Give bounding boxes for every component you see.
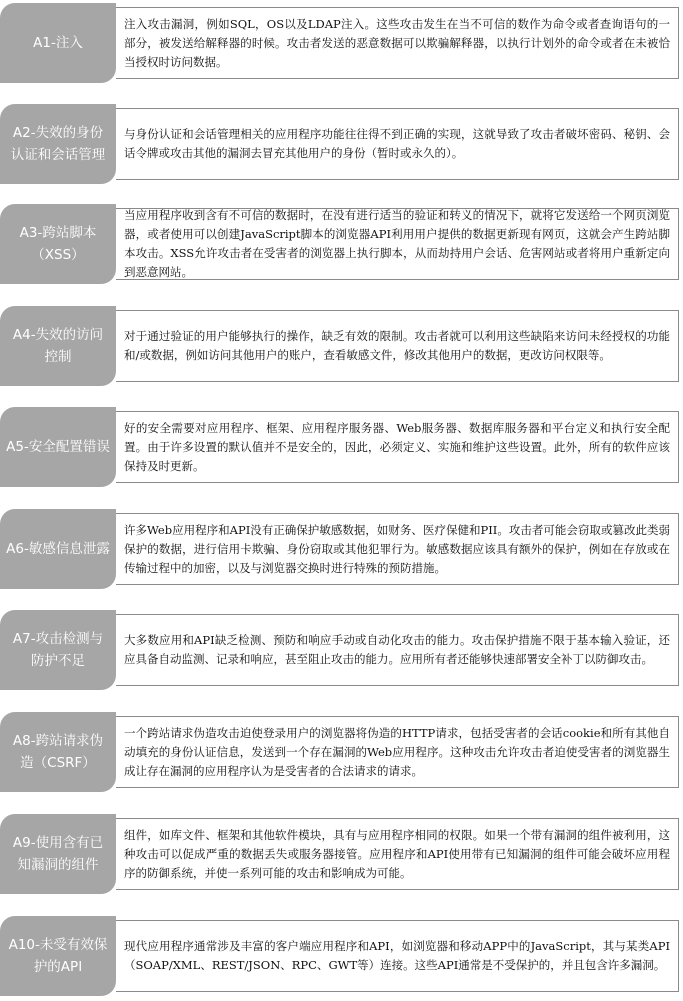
item-description: 一个跨站请求伪造攻击迫使登录用户的浏览器将伪造的HTTP请求，包括受害者的会话cookie和所有其他自动填充的身份认证信息，发送到一个存在漏洞的Web应用程序。这种攻击允许攻击者迫使受害者的浏览器生成让存在漏洞的应用程序认为是受害者的合法请求的请求。 — [124, 725, 670, 778]
item-tag: A2-失效的身份 认证和会话管理 — [0, 104, 116, 184]
item-tag: A10-未受有效保 护的API — [0, 916, 116, 996]
item-description: 注入攻击漏洞，例如SQL，OS以及LDAP注入。这些攻击发生在当不可信的数作为命令或者查询语句的一部分，被发送给解释器的时候。攻击者发送的恶意数据可以欺骗解释器，以执行计划外的命令或者在未被恰当授权时访问数据。 — [124, 16, 670, 69]
item-tag: A1-注入 — [0, 3, 116, 83]
item-description: 许多Web应用程序和API没有正确保护敏感数据，如财务、医疗保健和PII。攻击者可能会窃取或篡改此类弱保护的数据，进行信用卡欺骗、身份窃取或其他犯罪行为。敏感数据应该具有额外的保护，例如在存放或在传输过程中的加密，以及与浏览器交换时进行特殊的预防措施。 — [124, 522, 670, 575]
item-description-box — [116, 818, 679, 890]
item-description-box — [116, 513, 679, 585]
item-tag: A6-敏感信息泄露 — [0, 509, 116, 589]
item-tag: A7-攻击检测与 防护不足 — [0, 610, 116, 690]
item-description: 现代应用程序通常涉及丰富的客户端应用程序和API，如浏览器和移动APP中的JavaScript，其与某类API（SOAP/XML、REST/JSON、RPC、GWT等）连接。这些API通常是不受保护的，并且包含许多漏洞。 — [124, 939, 670, 972]
item-tag: A4-失效的访问 控制 — [0, 306, 116, 386]
item-description: 与身份认证和会话管理相关的应用程序功能往往得不到正确的实现，这就导致了攻击者破坏密码、秘钥、会话令牌或攻击其他的漏洞去冒充其他用户的身份（暂时或永久的）。 — [124, 127, 670, 160]
item-description: 对于通过验证的用户能够执行的操作，缺乏有效的限制。攻击者就可以利用这些缺陷来访问未经授权的功能和/或数据，例如访问其他用户的账户，查看敏感文件，修改其他用户的数据，更改访问权限等。 — [124, 329, 670, 362]
item-description: 大多数应用和API缺乏检测、预防和响应手动或自动化攻击的能力。攻击保护措施不限于基本输入验证，还应具备自动监测、记录和响应，甚至阻止攻击的能力。应用所有者还能够快速部署安全补丁以防御攻击。 — [124, 633, 670, 666]
item-description-box — [116, 411, 679, 483]
item-tag: A3-跨站脚本 （XSS） — [0, 204, 116, 284]
item-tag: A9-使用含有已 知漏洞的组件 — [0, 814, 116, 894]
item-description-box — [116, 108, 679, 180]
item-description-box — [116, 310, 679, 382]
item-description-box — [116, 208, 679, 280]
item-description: 组件，如库文件、框架和其他软件模块，具有与应用程序相同的权限。如果一个带有漏洞的组件被利用，这种攻击可以促成严重的数据丢失或服务器接管。应用程序和API使用带有已知漏洞的组件可能会破坏应用程序的防御系统，并使一系列可能的攻击和影响成为可能。 — [124, 827, 670, 880]
item-tag: A5-安全配置错误 — [0, 407, 116, 487]
item-description: 当应用程序收到含有不可信的数据时，在没有进行适当的验证和转义的情况下，就将它发送给一个网页浏览器，或者使用可以创建JavaScript脚本的浏览器API利用用户提供的数据更新现有网页，这就会产生跨站脚本攻击。XSS允许攻击者在受害者的浏览器上执行脚本，从而劫持用户会话、危害网站或者将用户重新定向到恶意网站。 — [124, 208, 670, 279]
item-description-box — [116, 716, 679, 788]
item-description: 好的安全需要对应用程序、框架、应用程序服务器、Web服务器、数据库服务器和平台定义和执行安全配置。由于许多设置的默认值并不是安全的，因此，必须定义、实施和维护这些设置。此外，所有的软件应该保持及时更新。 — [124, 420, 670, 473]
item-tag: A8-跨站请求伪 造（CSRF） — [0, 712, 116, 792]
item-description-box — [116, 614, 679, 686]
item-description-box — [116, 920, 679, 992]
item-description-box — [116, 7, 679, 79]
